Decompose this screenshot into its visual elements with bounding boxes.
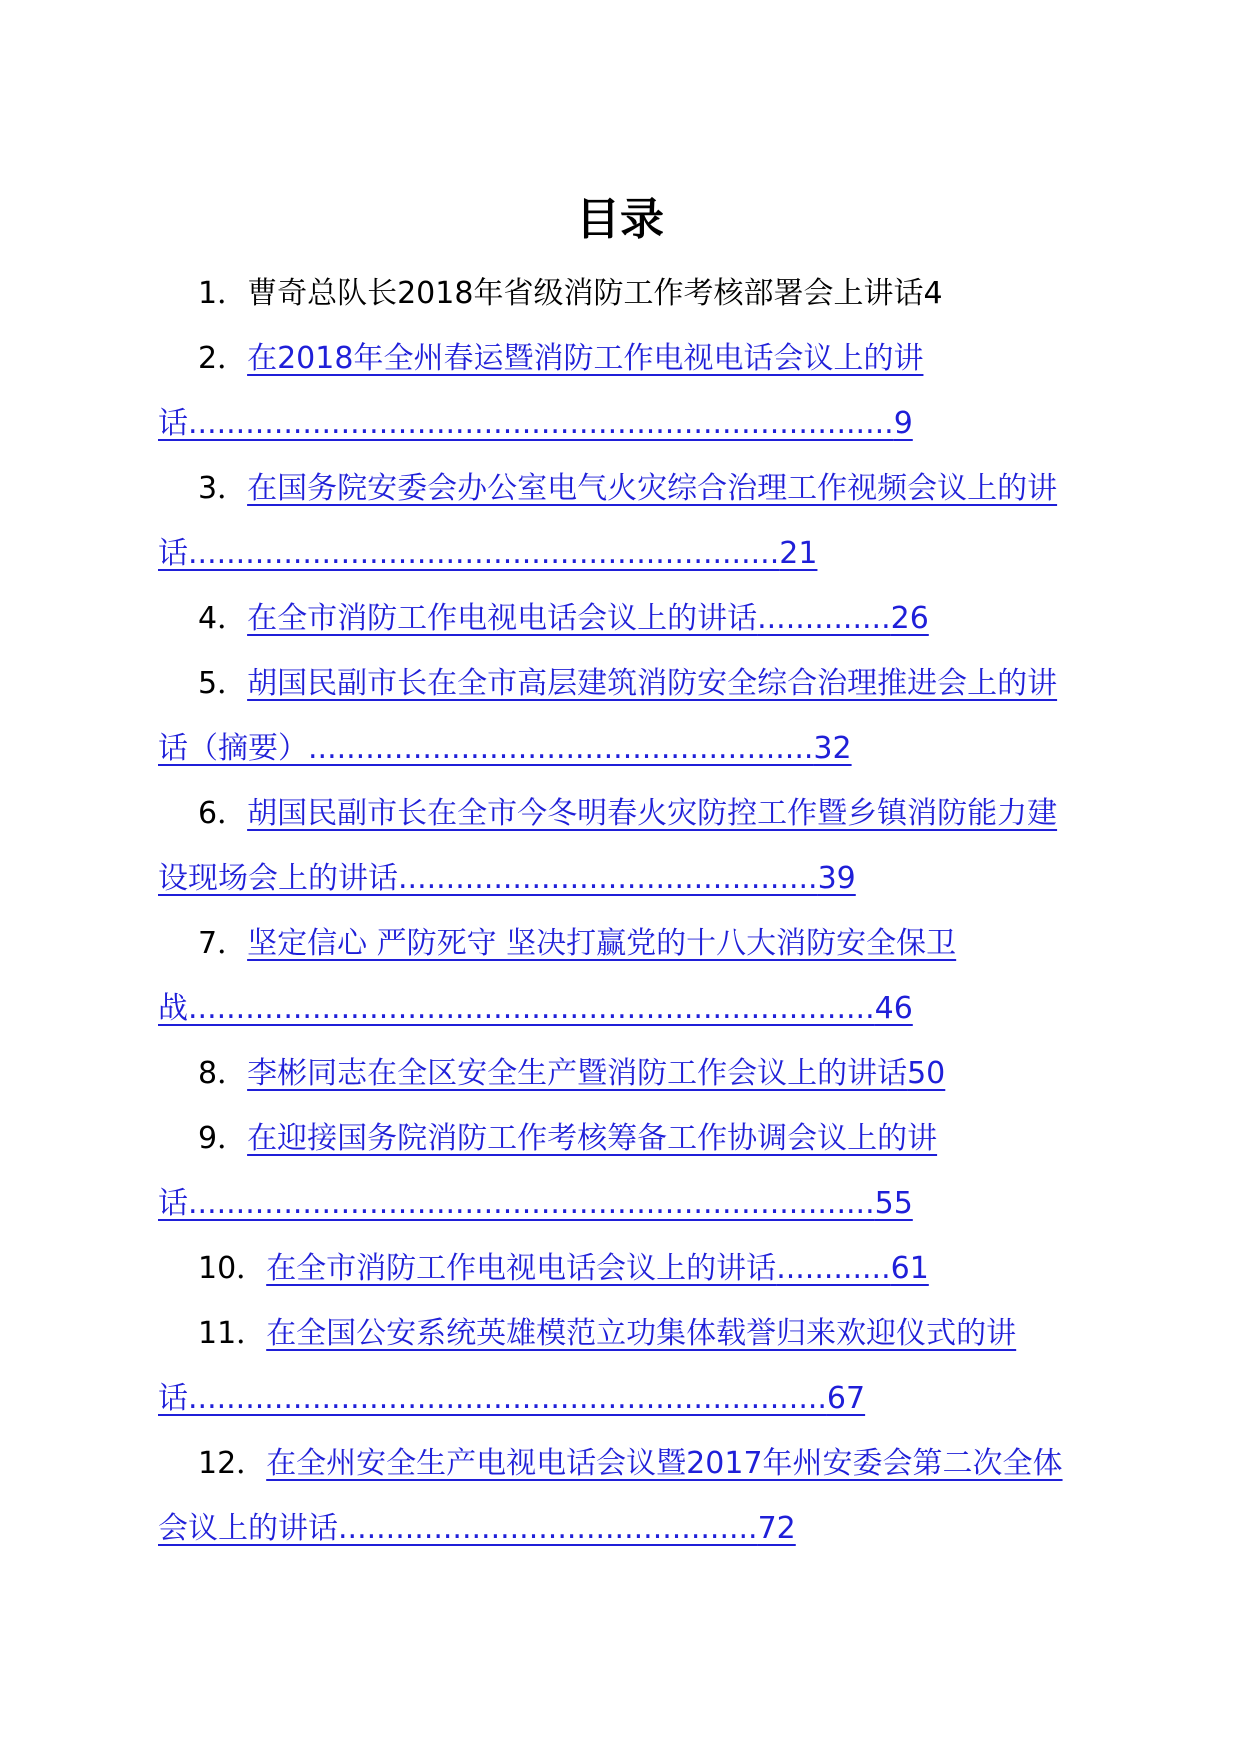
entry-page: 39 xyxy=(817,861,856,896)
toc-entry-6 xyxy=(158,781,1083,911)
toc-entry-5 xyxy=(158,651,1083,781)
entry-title: 胡国民副市长在全市今冬明春火灾防控工作暨乡镇消防能力建设现场会上的讲话 xyxy=(158,796,1058,896)
entry-page: 21 xyxy=(779,536,818,571)
entry-title: 在全州安全生产电视电话会议暨2017年州安委会第二次全体会议上的讲话 xyxy=(158,1446,1063,1546)
entry-link-12[interactable] xyxy=(158,1446,1063,1546)
toc-entry-2 xyxy=(158,326,1083,456)
toc-entry-11 xyxy=(158,1301,1083,1431)
entry-leader: .............................................................. xyxy=(188,536,780,571)
entry-link-4[interactable] xyxy=(247,601,929,636)
entry-title: 坚定信心 严防死守 坚决打赢党的十八大消防安全保卫战 xyxy=(158,926,957,1026)
entry-link-11[interactable] xyxy=(158,1316,1016,1416)
entry-leader: ................................................................... xyxy=(188,1381,827,1416)
entry-title: 在全市消防工作电视电话会议上的讲话 xyxy=(266,1251,777,1286)
entry-number: 8． xyxy=(198,1056,248,1091)
toc-entry-3 xyxy=(158,456,1083,586)
entry-page: 61 xyxy=(890,1251,929,1286)
entry-link-9[interactable] xyxy=(158,1121,937,1221)
toc-entry-9 xyxy=(158,1106,1083,1236)
entry-number: 10． xyxy=(198,1251,267,1286)
entry-link-8[interactable] xyxy=(247,1056,945,1091)
toc-entry-12 xyxy=(158,1431,1083,1561)
entry-number: 4． xyxy=(198,601,248,636)
entry-leader: ..................................................... xyxy=(308,731,814,766)
entry-link-2[interactable] xyxy=(158,341,923,441)
toc-entry-7 xyxy=(158,911,1083,1041)
entry-number: 12． xyxy=(198,1446,267,1481)
entry-page: 4 xyxy=(923,276,943,311)
entry-link-5[interactable] xyxy=(158,666,1057,766)
entry-leader: .............. xyxy=(757,601,891,636)
entry-leader: ............ xyxy=(776,1251,891,1286)
toc-entry-10 xyxy=(158,1236,1083,1301)
entry-page: 55 xyxy=(874,1186,913,1221)
toc-entry-4 xyxy=(158,586,1083,651)
entry-link-10[interactable] xyxy=(266,1251,929,1286)
entry-title: 在全市消防工作电视电话会议上的讲话 xyxy=(247,601,758,636)
entry-number: 9． xyxy=(198,1121,248,1156)
entry-leader: .......................................................................... xyxy=(188,406,894,441)
entry-title: 胡国民副市长在全市高层建筑消防安全综合治理推进会上的讲话（摘要） xyxy=(158,666,1058,766)
entry-number: 7． xyxy=(198,926,248,961)
table-of-contents xyxy=(158,261,1083,1561)
entry-number: 6． xyxy=(198,796,248,831)
entry-page: 32 xyxy=(813,731,852,766)
entry-title: 在全国公安系统英雄模范立功集体载誉归来欢迎仪式的讲话 xyxy=(158,1316,1017,1416)
entry-page: 50 xyxy=(907,1056,946,1091)
entry-link-7[interactable] xyxy=(158,926,956,1026)
entry-leader: ........................................................................ xyxy=(188,991,875,1026)
entry-link-1 xyxy=(247,276,942,311)
entry-number: 5． xyxy=(198,666,248,701)
entry-link-3[interactable] xyxy=(158,471,1057,571)
entry-number: 1． xyxy=(198,276,248,311)
entry-title: 在2018年全州春运暨消防工作电视电话会议上的讲话 xyxy=(158,341,924,441)
entry-link-6[interactable] xyxy=(158,796,1057,896)
entry-number: 11． xyxy=(198,1316,267,1351)
entry-title: 曹奇总队长2018年省级消防工作考核部署会上讲话 xyxy=(247,276,924,311)
entry-page: 67 xyxy=(826,1381,866,1416)
entry-page: 72 xyxy=(757,1511,796,1546)
entry-page: 9 xyxy=(893,406,913,441)
entry-page: 26 xyxy=(890,601,929,636)
toc-entry-8 xyxy=(158,1041,1083,1106)
entry-number: 3． xyxy=(198,471,248,506)
entry-title: 在国务院安委会办公室电气火灾综合治理工作视频会议上的讲话 xyxy=(158,471,1058,571)
entry-title: 在迎接国务院消防工作考核筹备工作协调会议上的讲话 xyxy=(158,1121,938,1221)
page-title: 目录 xyxy=(576,194,664,245)
toc-entry-1 xyxy=(158,261,1083,326)
entry-leader: ............................................ xyxy=(398,861,818,896)
entry-number: 2． xyxy=(198,341,248,376)
entry-leader: ........................................................................ xyxy=(188,1186,875,1221)
entry-title: 李彬同志在全区安全生产暨消防工作会议上的讲话 xyxy=(247,1056,908,1091)
entry-leader: ............................................ xyxy=(338,1511,758,1546)
entry-page: 46 xyxy=(874,991,913,1026)
